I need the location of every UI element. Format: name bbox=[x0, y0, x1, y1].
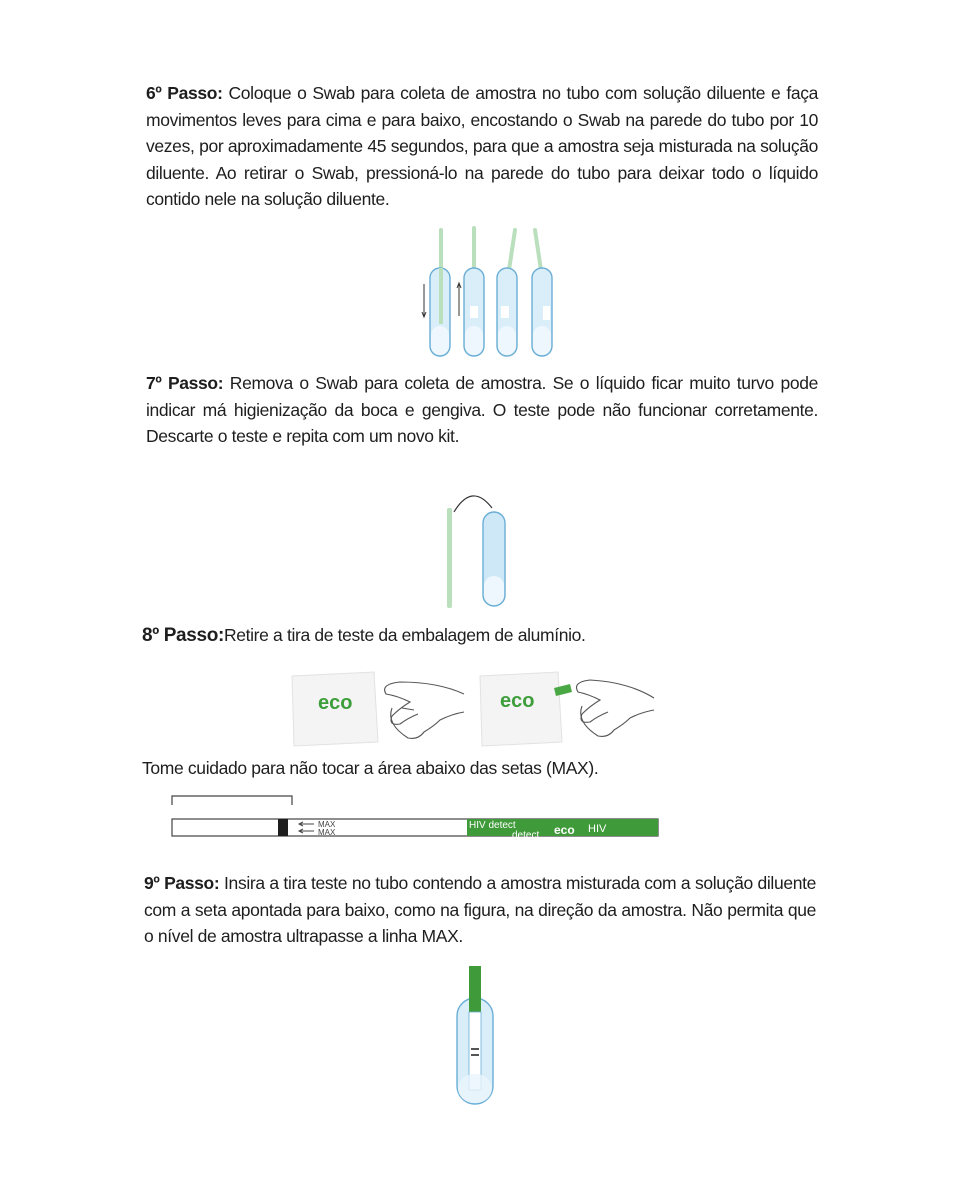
step-9-paragraph bbox=[144, 870, 816, 950]
hand-2 bbox=[577, 680, 655, 736]
strip-in-tube-figure bbox=[452, 962, 500, 1108]
step-6-paragraph bbox=[146, 80, 818, 213]
pouch-opening-figure bbox=[288, 668, 668, 752]
step-7-label: 7º Passo: bbox=[146, 373, 224, 393]
inserted-strip-top bbox=[469, 966, 481, 1012]
pouch-1-logo: eco bbox=[318, 692, 353, 714]
pouch-2-logo: eco bbox=[500, 690, 535, 712]
step-7-paragraph bbox=[146, 370, 818, 450]
tube-4 bbox=[532, 230, 552, 356]
max-label-2: MAX bbox=[318, 828, 336, 837]
hand-1 bbox=[385, 682, 464, 738]
pouch-1 bbox=[292, 672, 378, 746]
strip-brand-2: detect bbox=[512, 830, 540, 839]
strip-max-band bbox=[278, 819, 288, 836]
step-8-text: Retire a tira de teste da embalagem de alumínio. bbox=[223, 625, 586, 645]
step-9-text: Insira a tira teste no tubo contendo a amostra misturada com a solução diluente com a seta apontada para baixo, como na figura, na direção da amostra. Não permita que o nível de amostra ultrapasse a linha MAX. bbox=[144, 873, 816, 946]
tube-3 bbox=[497, 230, 517, 356]
step-8-label: 8º Passo: bbox=[142, 625, 224, 646]
handling-area-bracket bbox=[172, 796, 292, 805]
caution-text: Tome cuidado para não tocar a área abaixo das setas (MAX). bbox=[142, 758, 599, 778]
step-9-label: 9º Passo: bbox=[144, 873, 220, 893]
pouch-2 bbox=[480, 672, 572, 746]
step-6-text: Coloque o Swab para coleta de amostra no tubo com solução diluente e faça movimentos leves para cima e para baixo, encostando o Swab na parede do tubo por 10 vezes, por aproximadamente 45 segundos, para que a amostra seja misturada na solução diluente. Ao retirar o Swab, pressioná-lo na parede do tubo para deixar todo o líquido contido nele na solução diluente. bbox=[146, 83, 818, 209]
tube-2 bbox=[457, 228, 484, 356]
step-6-label: 6º Passo: bbox=[146, 83, 223, 103]
max-label-1: MAX bbox=[318, 820, 336, 829]
test-strip-figure bbox=[170, 793, 662, 839]
swab-removal-figure bbox=[436, 490, 516, 610]
tube-1 bbox=[422, 230, 450, 356]
strip-brand-1: HIV detect bbox=[469, 820, 516, 831]
strip-logo: eco bbox=[554, 823, 575, 837]
strip-brand-3: HIV bbox=[588, 823, 607, 835]
step-7-text: Remova o Swab para coleta de amostra. Se o líquido ficar muito turvo pode indicar má higienização da boca e gengiva. O teste pode não funcionar corretamente. Descarte o teste e repita com um novo kit. bbox=[146, 373, 818, 446]
step-8-paragraph bbox=[142, 622, 814, 650]
removed-swab bbox=[447, 508, 452, 608]
swab-tubes-figure bbox=[415, 226, 565, 360]
